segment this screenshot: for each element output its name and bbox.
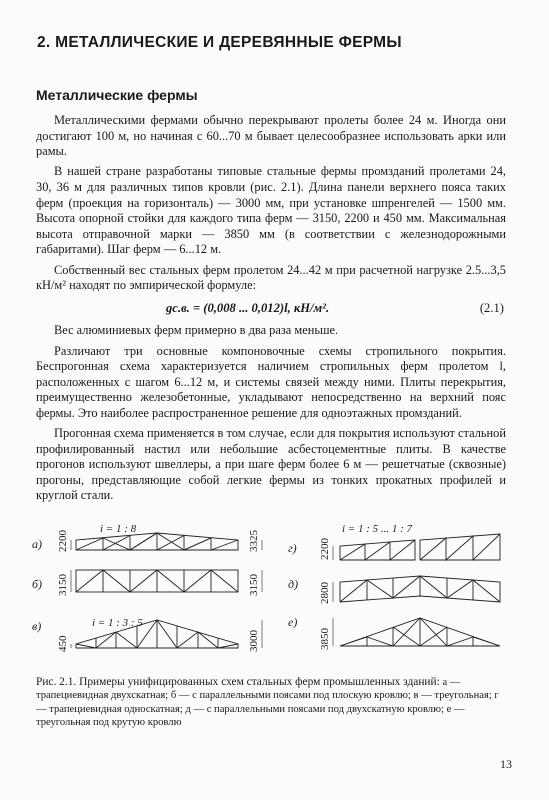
chapter-title: 2. МЕТАЛЛИЧЕСКИЕ И ДЕРЕВЯННЫЕ ФЕРМЫ — [37, 34, 402, 51]
truss-g — [340, 534, 500, 560]
caption-lead: Рис. 2.1. Примеры унифицированных схем стальных ферм промышленных зданий: — [36, 676, 440, 688]
dim-a-right: 3325 — [248, 530, 260, 552]
dim-a-left: 2200 — [57, 530, 69, 552]
section-title: Металлические фермы — [36, 87, 198, 103]
caption-text: а — трапециевидная двухскатная; б — с параллельными поясами под плоскую кровлю; в — треугольная; г — трапециевидная односкатная; д — с параллельными поясами под двухскатную кровлю; е — треугольная под крутую кровлю — [36, 677, 499, 729]
paragraph: Вес алюминиевых ферм примерно в два раза меньше. — [54, 323, 339, 338]
dim-g: 2200 — [319, 538, 331, 560]
slope-label-g: i = 1 : 5 ... 1 : 7 — [342, 523, 413, 535]
dim-b-right: 3150 — [248, 574, 260, 596]
figure-caption — [36, 676, 508, 730]
truss-a — [76, 533, 238, 550]
label-g: г) — [288, 541, 297, 555]
truss-schemes-figure — [30, 520, 520, 668]
formula-2-1 — [36, 298, 506, 320]
label-v: в) — [32, 619, 42, 633]
label-e: е) — [288, 615, 298, 629]
paragraph: Различают три основные компоновочные схемы стропильного покрытия. Беспрогонная схема характеризуется наличием стропильных ферм пролетом l, расположенных с шагом 6...12 м, и системы связей между ними. Плиты перекрытия, преимущественно железобетонные, укладывают непосредственно на верхний пояс фермы. Это наиболее распространенное решение для одноэтажных промзданий. — [36, 343, 506, 420]
page-number: 13 — [500, 757, 512, 771]
label-b: б) — [32, 577, 43, 591]
truss-e — [340, 618, 500, 646]
dim-e: 3850 — [319, 628, 331, 650]
dim-v-right: 3000 — [248, 630, 260, 652]
truss-d — [340, 576, 500, 602]
formula-expression: gс.в. = (0,008 ... 0,012)l, кН/м². — [166, 301, 330, 316]
dim-v-left: 450 — [57, 635, 69, 652]
label-d: д) — [288, 577, 299, 591]
paragraph: Собственный вес стальных ферм пролетом 24...42 м при расчетной нагрузке 2.5...3,5 кН/м² находят по эмпирической формуле: — [36, 262, 506, 293]
body-text — [36, 113, 506, 509]
dim-d: 2800 — [319, 582, 331, 604]
slope-label-a: i = 1 : 8 — [100, 523, 137, 535]
label-a: а) — [32, 537, 42, 551]
dim-b-left: 3150 — [57, 574, 69, 596]
paragraph: Металлическими фермами обычно перекрывают пролеты более 24 м. Иногда они достигают 100 м, но начиная с 60...70 м бывает целесообразнее использовать арки или рамы. — [36, 113, 506, 159]
truss-b — [76, 570, 238, 592]
slope-label-v: i = 1 : 3 : 5 — [92, 617, 143, 629]
formula-number: (2.1) — [479, 301, 504, 316]
paragraph: Прогонная схема применяется в том случае, если для покрытия используют стальной профилированный настил или небольшие асбестоцементные плиты. В качестве прогонов используют швеллеры, а при шаге ферм более 6 м — решетчатые (сквозные) прогоны, представляющие собой легкие фермы из тонких прокатных профилей и круглой стали. — [36, 426, 506, 503]
paragraph: В нашей стране разработаны типовые стальные фермы промзданий пролетами 24, 30, 36 м для различных типов кровли (рис. 2.1). Длина панели верхнего пояса таких ферм (проекция на горизонталь) — 3000 мм, при установке шпренгелей — 1500 мм. Высота опорной стойки для каждого типа ферм — 3150, 2200 и 450 мм. Максимальная высота отправочной марки — 3850 мм (в соответствии с железнодорожными габаритами). Шаг ферм — 6...12 м. — [36, 164, 506, 257]
